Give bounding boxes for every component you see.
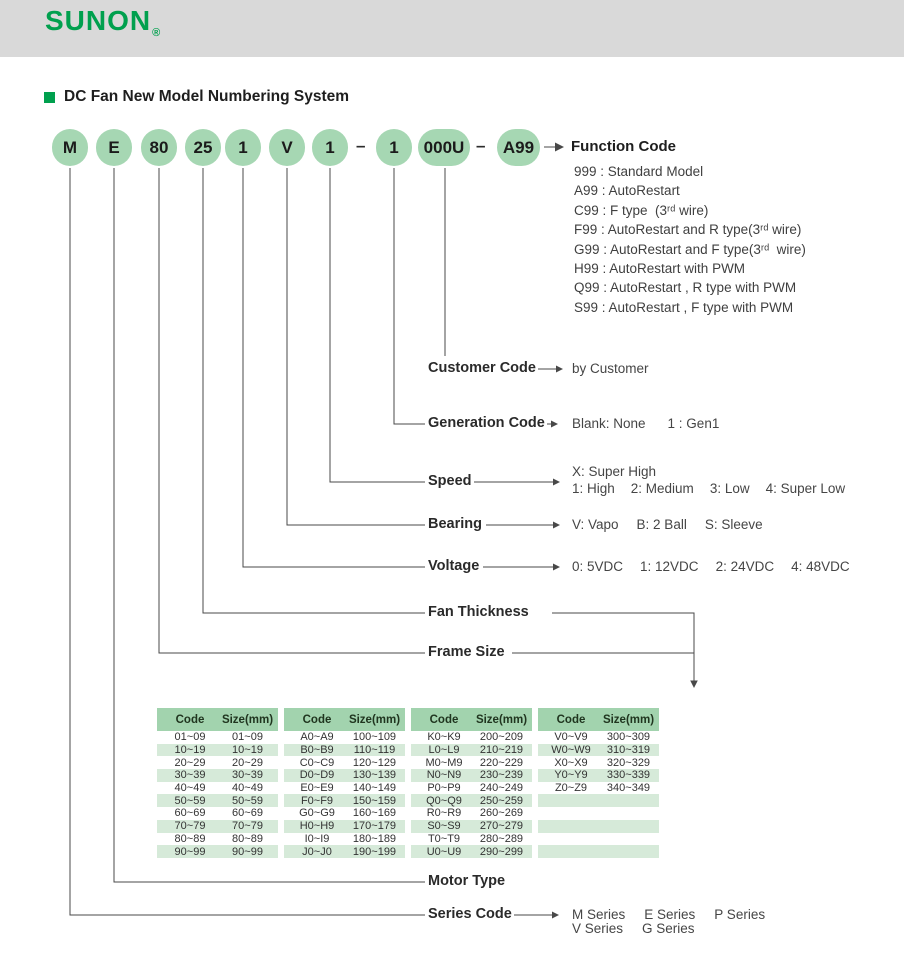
- code-segment-series: M: [52, 129, 88, 166]
- list-item: 2: 24VDC: [715, 559, 775, 574]
- table-row: [157, 794, 278, 807]
- list-item: 4: Super Low: [765, 481, 846, 496]
- col-header-code: Code: [175, 713, 205, 726]
- table-cell: N0~N9: [426, 769, 462, 782]
- table-row: [538, 833, 659, 846]
- table-row: [538, 794, 659, 807]
- table-cell: 140~149: [352, 782, 397, 795]
- table-cell: C0~C9: [299, 756, 335, 769]
- value-bearing: [572, 517, 763, 533]
- label-generation-code: Generation Code: [428, 415, 545, 431]
- table-row: [538, 756, 659, 769]
- table-cell: 320~329: [606, 756, 651, 769]
- col-header-code: Code: [302, 713, 332, 726]
- table-cell: 30~39: [232, 769, 263, 782]
- list-item: G Series: [642, 921, 695, 936]
- function-code-title: Function Code: [571, 138, 676, 155]
- table-row: [538, 744, 659, 757]
- table-row: [157, 833, 278, 846]
- code-segment-function: A99: [497, 129, 540, 166]
- value-speed-line2: [572, 481, 845, 497]
- table-row: [157, 731, 278, 744]
- table-cell: Q0~Q9: [426, 794, 462, 807]
- table-cell: D0~D9: [299, 769, 335, 782]
- label-fan-thickness: Fan Thickness: [428, 604, 529, 620]
- list-item: 2: Medium: [630, 481, 694, 496]
- table-row: [538, 807, 659, 820]
- table-cell: 20~29: [174, 756, 206, 769]
- table-row: [411, 769, 532, 782]
- size-table-header: [538, 708, 659, 731]
- table-cell: 260~269: [479, 807, 524, 820]
- value-customer-code: [572, 361, 649, 377]
- table-cell: 190~199: [352, 845, 397, 858]
- table-cell: Y0~Y9: [554, 769, 588, 782]
- list-item: E Series: [644, 907, 696, 922]
- table-row: [411, 833, 532, 846]
- table-row: [284, 756, 405, 769]
- table-cell: 200~209: [479, 731, 524, 744]
- list-item: 1: 12VDC: [640, 559, 699, 574]
- table-cell: F0~F9: [300, 794, 334, 807]
- table-cell: 130~139: [352, 769, 397, 782]
- list-item: S99 : AutoRestart , F type with PWM: [574, 299, 794, 315]
- table-row: [411, 807, 532, 820]
- table-cell: S0~S9: [427, 820, 461, 833]
- list-item: G99 : AutoRestart and F type(3ʳᵈ wire): [574, 241, 806, 257]
- table-cell: 170~179: [352, 820, 397, 833]
- list-item: 999 : Standard Model: [574, 164, 704, 179]
- list-item: H99 : AutoRestart with PWM: [574, 260, 746, 276]
- code-segment-thickness: 25: [185, 129, 221, 166]
- code-segment-voltage: 1: [225, 129, 261, 166]
- list-item: A99 : AutoRestart: [574, 183, 680, 199]
- table-row: [538, 769, 659, 782]
- table-cell: 50~59: [174, 794, 206, 807]
- table-row: [157, 845, 278, 858]
- table-cell: 60~69: [174, 807, 206, 820]
- size-table-group-3: [411, 708, 532, 858]
- list-item: M Series: [572, 907, 626, 922]
- table-cell: 160~169: [352, 807, 397, 820]
- table-cell: 110~119: [353, 744, 396, 757]
- table-cell: J0~J0: [302, 845, 332, 858]
- code-separator: –: [356, 136, 366, 155]
- page-title: DC Fan New Model Numbering System: [64, 88, 350, 105]
- table-cell: 240~249: [479, 782, 524, 795]
- table-cell: E0~E9: [300, 782, 334, 795]
- table-cell: U0~U9: [426, 845, 462, 858]
- table-cell: B0~B9: [300, 744, 334, 757]
- table-cell: 70~79: [174, 820, 206, 833]
- table-cell: 330~339: [606, 769, 651, 782]
- table-cell: K0~K9: [427, 731, 461, 744]
- value-voltage: [572, 559, 850, 575]
- size-table-group-1: [157, 708, 278, 858]
- list-item: P Series: [714, 907, 766, 922]
- table-row: [284, 807, 405, 820]
- code-segment-generation: 1: [376, 129, 412, 166]
- col-header-code: Code: [556, 713, 586, 726]
- table-row: [538, 731, 659, 744]
- list-item: C99 : F type (3ʳᵈ wire): [574, 202, 709, 218]
- label-speed: Speed: [428, 473, 472, 489]
- table-row: [411, 820, 532, 833]
- table-row: [538, 845, 659, 858]
- col-header-size: Size(mm): [348, 713, 401, 726]
- table-cell: 310~319: [606, 744, 651, 757]
- table-row: [538, 820, 659, 833]
- table-row: [157, 807, 278, 820]
- size-table-group-4: [538, 708, 659, 858]
- table-row: [284, 769, 405, 782]
- value-generation-code: [572, 416, 719, 432]
- table-cell: R0~R9: [426, 807, 462, 820]
- size-table-header: [284, 708, 405, 731]
- size-table-rows: [411, 731, 532, 858]
- table-cell: 230~239: [479, 769, 524, 782]
- table-cell: 80~89: [232, 832, 263, 845]
- table-row: [538, 782, 659, 795]
- table-row: [284, 794, 405, 807]
- table-row: [284, 833, 405, 846]
- table-cell: P0~P9: [427, 782, 461, 795]
- table-cell: 90~99: [174, 845, 206, 858]
- table-cell: W0~W9: [551, 744, 591, 757]
- list-item: X: Super High: [572, 464, 657, 479]
- label-voltage: Voltage: [428, 558, 480, 574]
- col-header-size: Size(mm): [475, 713, 528, 726]
- table-cell: 40~49: [232, 782, 263, 795]
- size-table-rows: [284, 731, 405, 858]
- list-item: 3: Low: [709, 481, 750, 496]
- table-cell: 30~39: [174, 769, 206, 782]
- table-cell: M0~M9: [425, 756, 463, 769]
- list-item: V Series: [572, 921, 624, 936]
- table-row: [157, 769, 278, 782]
- table-row: [157, 744, 278, 757]
- label-motor-type: Motor Type: [428, 873, 506, 889]
- table-cell: 90~99: [232, 845, 263, 858]
- registered-mark-icon: ®: [152, 27, 162, 39]
- table-cell: Z0~Z9: [554, 782, 588, 795]
- code-segment-speed: 1: [312, 129, 348, 166]
- table-cell: 80~89: [174, 832, 206, 845]
- list-item: 4: 48VDC: [791, 559, 850, 574]
- table-cell: L0~L9: [428, 744, 460, 757]
- table-row: [284, 731, 405, 744]
- label-bearing: Bearing: [428, 516, 482, 532]
- table-cell: 60~69: [232, 807, 263, 820]
- list-item: 1: High: [572, 481, 615, 496]
- table-cell: 10~19: [174, 744, 206, 757]
- code-segment-customer: 000U: [418, 129, 470, 166]
- logo-text: SUNON: [45, 5, 152, 36]
- label-customer-code: Customer Code: [428, 360, 536, 376]
- table-row: [157, 756, 278, 769]
- table-row: [411, 845, 532, 858]
- code-segment-motor-type: E: [96, 129, 132, 166]
- col-header-size: Size(mm): [221, 713, 274, 726]
- label-frame-size: Frame Size: [428, 644, 505, 660]
- table-cell: 70~79: [232, 820, 263, 833]
- table-row: [411, 794, 532, 807]
- label-series-code: Series Code: [428, 906, 512, 922]
- value-speed-line1: [572, 464, 656, 480]
- table-cell: 300~309: [606, 731, 651, 744]
- list-item: Blank: None: [572, 416, 646, 431]
- table-cell: X0~X9: [554, 756, 588, 769]
- col-header-code: Code: [429, 713, 459, 726]
- table-row: [284, 820, 405, 833]
- table-cell: 340~349: [606, 782, 651, 795]
- table-cell: 40~49: [174, 782, 206, 795]
- table-row: [284, 744, 405, 757]
- size-table-rows: [538, 731, 659, 858]
- table-cell: V0~V9: [554, 731, 588, 744]
- table-cell: 150~159: [352, 794, 397, 807]
- table-row: [157, 820, 278, 833]
- list-item: 1 : Gen1: [667, 416, 720, 431]
- table-row: [411, 756, 532, 769]
- value-series-line2: [572, 921, 695, 937]
- table-cell: 10~19: [232, 744, 263, 757]
- table-cell: 50~59: [232, 794, 263, 807]
- code-segment-frame-size: 80: [141, 129, 177, 166]
- list-item: B: 2 Ball: [636, 517, 687, 532]
- code-separator: –: [476, 136, 486, 155]
- list-item: F99 : AutoRestart and R type(3ʳᵈ wire): [574, 222, 802, 238]
- table-cell: 20~29: [232, 756, 263, 769]
- table-cell: 180~189: [352, 832, 397, 845]
- table-row: [284, 845, 405, 858]
- table-cell: 210~219: [479, 744, 524, 757]
- table-cell: H0~H9: [299, 820, 335, 833]
- table-cell: 250~259: [479, 794, 524, 807]
- table-row: [411, 731, 532, 744]
- col-header-size: Size(mm): [602, 713, 655, 726]
- table-cell: 290~299: [479, 845, 524, 858]
- size-table-rows: [157, 731, 278, 858]
- table-row: [284, 782, 405, 795]
- size-table-header: [411, 708, 532, 731]
- list-item: 0: 5VDC: [572, 559, 624, 574]
- table-cell: 01~09: [174, 731, 206, 744]
- table-cell: G0~G9: [299, 807, 335, 820]
- table-row: [411, 782, 532, 795]
- table-cell: 220~229: [479, 756, 524, 769]
- table-row: [411, 744, 532, 757]
- table-row: [157, 782, 278, 795]
- table-cell: 01~09: [232, 731, 263, 744]
- table-cell: 100~109: [352, 731, 397, 744]
- table-cell: I0~I9: [304, 832, 330, 845]
- size-table-header: [157, 708, 278, 731]
- size-table-group-2: [284, 708, 405, 858]
- list-item: V: Vapo: [572, 517, 619, 532]
- list-item: S: Sleeve: [704, 517, 763, 532]
- code-segment-bearing: V: [269, 129, 305, 166]
- table-cell: 270~279: [479, 820, 524, 833]
- table-cell: 280~289: [479, 832, 524, 845]
- table-cell: T0~T9: [427, 832, 461, 845]
- table-cell: 120~129: [352, 756, 397, 769]
- list-item: by Customer: [572, 361, 649, 376]
- table-cell: A0~A9: [300, 731, 334, 744]
- list-item: Q99 : AutoRestart , R type with PWM: [574, 280, 797, 296]
